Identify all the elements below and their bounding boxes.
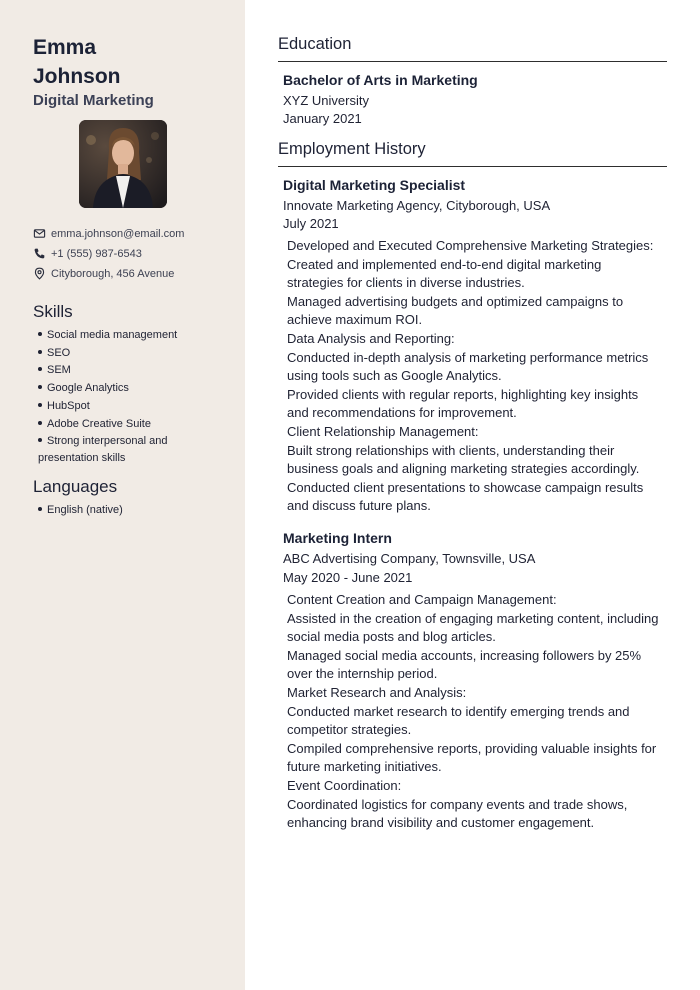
bullet-icon xyxy=(38,367,42,371)
bullet-icon xyxy=(38,403,42,407)
list-item xyxy=(38,362,228,378)
bullet-icon xyxy=(38,350,42,354)
phone-text: +1 (555) 987-6543 xyxy=(51,247,142,260)
description-line: Developed and Executed Comprehensive Marketing Strategies: xyxy=(287,238,654,253)
first-name: Emma xyxy=(33,36,97,59)
description-line: Event Coordination: xyxy=(287,777,402,793)
contact-phone[interactable] xyxy=(33,247,142,260)
description-line: Data Analysis and Reporting: xyxy=(287,330,455,346)
list-item xyxy=(38,416,228,432)
skill-label: Social media management xyxy=(47,329,178,341)
description-line: Managed social media accounts, increasing followers by 25% over the internship period. xyxy=(287,647,642,682)
skills-list xyxy=(38,327,228,467)
job-title: Digital Marketing Specialist xyxy=(283,177,466,193)
candidate-name xyxy=(33,33,223,91)
degree-title: Bachelor of Arts in Marketing xyxy=(283,72,478,88)
contact-email[interactable] xyxy=(33,227,184,240)
list-item xyxy=(38,327,228,343)
description-line: Built strong relationships with clients, understanding their business goals and aligning marketing strategies accordingly. xyxy=(287,442,640,477)
description-line: Market Research and Analysis: xyxy=(287,684,467,700)
description-line: Provided clients with regular reports, highlighting key insights and recommendations for improvement. xyxy=(287,386,639,421)
language-label: English (native) xyxy=(47,504,123,516)
languages-list xyxy=(38,502,228,520)
list-item xyxy=(38,398,228,414)
bullet-icon xyxy=(38,332,42,336)
phone-icon xyxy=(33,247,46,260)
description-line: Client Relationship Management: xyxy=(287,423,479,439)
list-item xyxy=(38,380,228,396)
skill-label: Strong interpersonal and presentation skills xyxy=(38,435,168,464)
job-role: Digital Marketing xyxy=(33,92,154,109)
skill-label: Adobe Creative Suite xyxy=(47,417,151,430)
job-title: Marketing Intern xyxy=(283,530,392,546)
email-icon xyxy=(33,227,46,240)
school-name: XYZ University xyxy=(283,93,369,108)
job-company: ABC Advertising Company, Townsville, USA xyxy=(283,551,536,566)
job-date: July 2021 xyxy=(283,216,339,231)
education-date: January 2021 xyxy=(283,111,362,126)
job-description xyxy=(287,591,659,833)
description-line: Coordinated logistics for company events and trade shows, enhancing brand visibility and customer engagement. xyxy=(287,796,628,831)
sidebar xyxy=(0,0,245,990)
list-item xyxy=(38,502,228,518)
skills-heading: Skills xyxy=(33,302,73,321)
email-text: emma.johnson@email.com xyxy=(51,227,185,240)
skill-label: Google Analytics xyxy=(47,382,129,395)
skill-label: SEO xyxy=(47,346,71,359)
bullet-icon xyxy=(38,507,42,511)
skill-label: HubSpot xyxy=(47,399,90,412)
description-line: Assisted in the creation of engaging marketing content, including social media posts and blog articles. xyxy=(287,610,659,645)
description-line: Conducted in-depth analysis of marketing performance metrics using tools such as Google Analytics. xyxy=(287,349,649,384)
description-line: Conducted market research to identify emerging trends and competitor strategies. xyxy=(287,703,630,738)
last-name: Johnson xyxy=(33,65,121,88)
bullet-icon xyxy=(38,438,42,442)
description-line: Managed advertising budgets and optimized campaigns to achieve maximum ROI. xyxy=(287,293,624,328)
bullet-icon xyxy=(38,385,42,389)
list-item xyxy=(38,345,228,361)
job-description xyxy=(287,237,659,516)
address-text: Cityborough, 456 Avenue xyxy=(51,267,175,280)
job-date: May 2020 - June 2021 xyxy=(283,570,413,585)
location-pin-icon xyxy=(33,267,46,280)
description-line: Conducted client presentations to showcase campaign results and discuss future plans. xyxy=(287,479,644,514)
description-line: Compiled comprehensive reports, providing valuable insights for future marketing initiatives. xyxy=(287,740,657,775)
contact-address xyxy=(33,267,174,280)
employment-heading: Employment History xyxy=(278,140,667,167)
languages-heading: Languages xyxy=(33,477,118,496)
job-company: Innovate Marketing Agency, Cityborough, USA xyxy=(283,198,551,213)
education-heading: Education xyxy=(278,35,667,62)
list-item xyxy=(38,433,228,466)
description-line: Created and implemented end-to-end digital marketing strategies for clients in diverse industries. xyxy=(287,256,602,291)
skill-label: SEM xyxy=(47,364,71,377)
description-line: Content Creation and Campaign Management: xyxy=(287,592,557,607)
profile-photo xyxy=(79,120,167,208)
bullet-icon xyxy=(38,421,42,425)
